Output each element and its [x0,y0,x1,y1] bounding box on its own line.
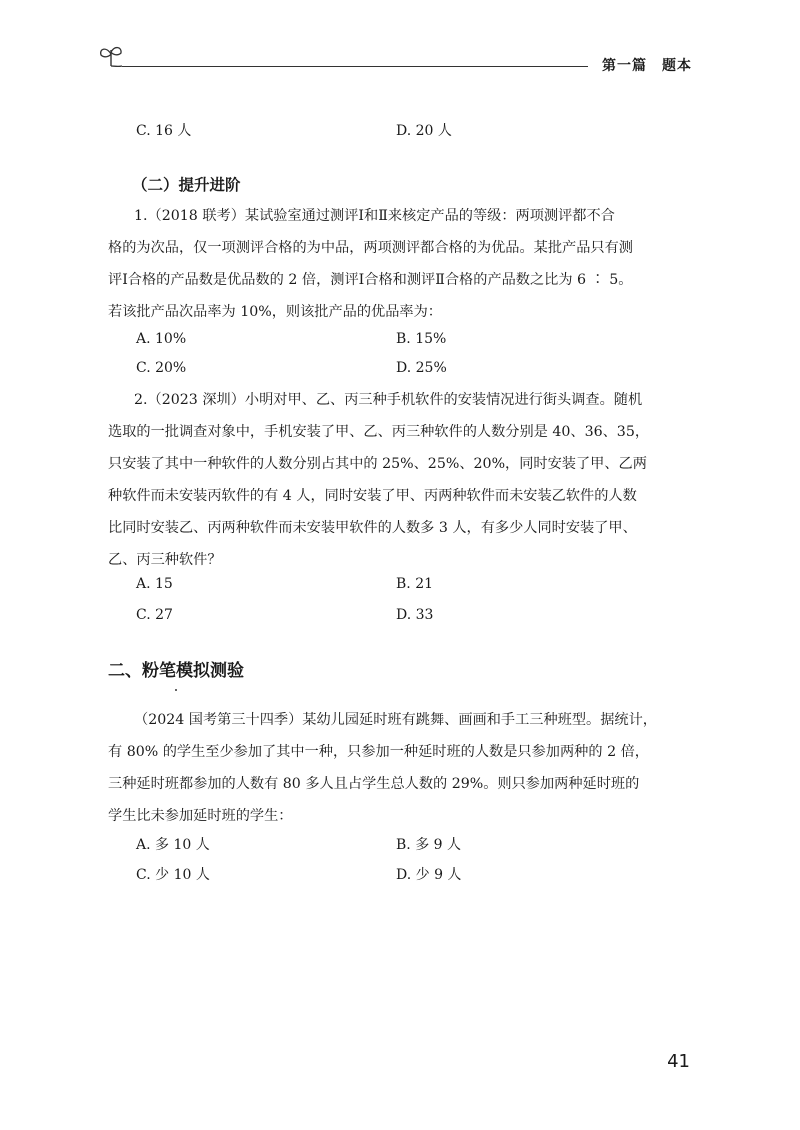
question-3-option-a: A. 多 10 人 [136,837,210,853]
question-2-option-c: C. 27 [136,607,173,623]
question-1 [108,200,694,328]
question-2-line: 2.（2023 深圳）小明对甲、乙、丙三种手机软件的安装情况进行街头调查。随机 [134,392,643,408]
question-2-option-d: D. 33 [396,607,434,623]
question-1-option-d: D. 25% [396,360,447,376]
header-title: 第一篇 题本 [602,58,692,74]
prev-option-c: C. 16 人 [136,123,192,139]
section-title-improve: （二）提升进阶 [132,176,241,194]
question-3-line: 有 80% 的学生至少参加了其中一种，只参加一种延时班的人数是只参加两种的 2 倍， [108,744,649,760]
print-speck [175,689,177,691]
question-1-option-c: C. 20% [136,360,187,376]
header-rule [122,66,588,67]
prev-option-d: D. 20 人 [396,123,452,139]
question-1-line: 1.（2018 联考）某试验室通过测评Ⅰ和Ⅱ来核定产品的等级：两项测评都不合 [134,208,615,224]
question-2-line: 乙、丙三种软件？ [108,552,222,568]
question-1-option-b: B. 15% [396,331,447,347]
question-1-line: 若该批产品次品率为 10%，则该批产品的优品率为： [108,304,442,320]
question-3-option-d: D. 少 9 人 [396,867,462,883]
question-1-line: 评Ⅰ合格的产品数是优品数的 2 倍，测评Ⅰ合格和测评Ⅱ合格的产品数之比为 6 ∶ 5。 [108,272,633,288]
question-2-line: 选取的一批调查对象中，手机安装了甲、乙、丙三种软件的人数分别是 40、36、35， [108,424,650,440]
question-1-option-a: A. 10% [136,331,187,347]
question-2-line: 只安装了其中一种软件的人数分别占其中的 25%、25%、20%，同时安装了甲、乙两 [108,456,647,472]
question-3-option-b: B. 多 9 人 [396,837,461,853]
section-title-mock: 二、粉笔模拟测验 [108,661,244,681]
question-2 [108,384,694,576]
question-2-line: 种软件而未安装丙软件的有 4 人，同时安装了甲、丙两种软件而未安装乙软件的人数 [108,488,637,504]
question-3-line: （2024 国考第三十四季）某幼儿园延时班有跳舞、画画和手工三种班型。据统计， [134,712,657,728]
question-1-line: 格的为次品，仅一项测评合格的为中品，两项测评都合格的为优品。某批产品只有测 [108,240,633,256]
question-2-option-a: A. 15 [136,576,173,592]
question-3-option-c: C. 少 10 人 [136,867,210,883]
page-number: 41 [667,1051,690,1072]
question-3-line: 三种延时班都参加的人数有 80 多人且占学生总人数的 29%。则只参加两种延时班的 [108,776,640,792]
question-3-line: 学生比未参加延时班的学生： [108,808,293,824]
question-2-line: 比同时安装乙、丙两种软件而未安装甲软件的人数多 3 人，有多少人同时安装了甲、 [108,520,637,536]
question-3 [108,704,694,832]
question-2-option-b: B. 21 [396,576,434,592]
